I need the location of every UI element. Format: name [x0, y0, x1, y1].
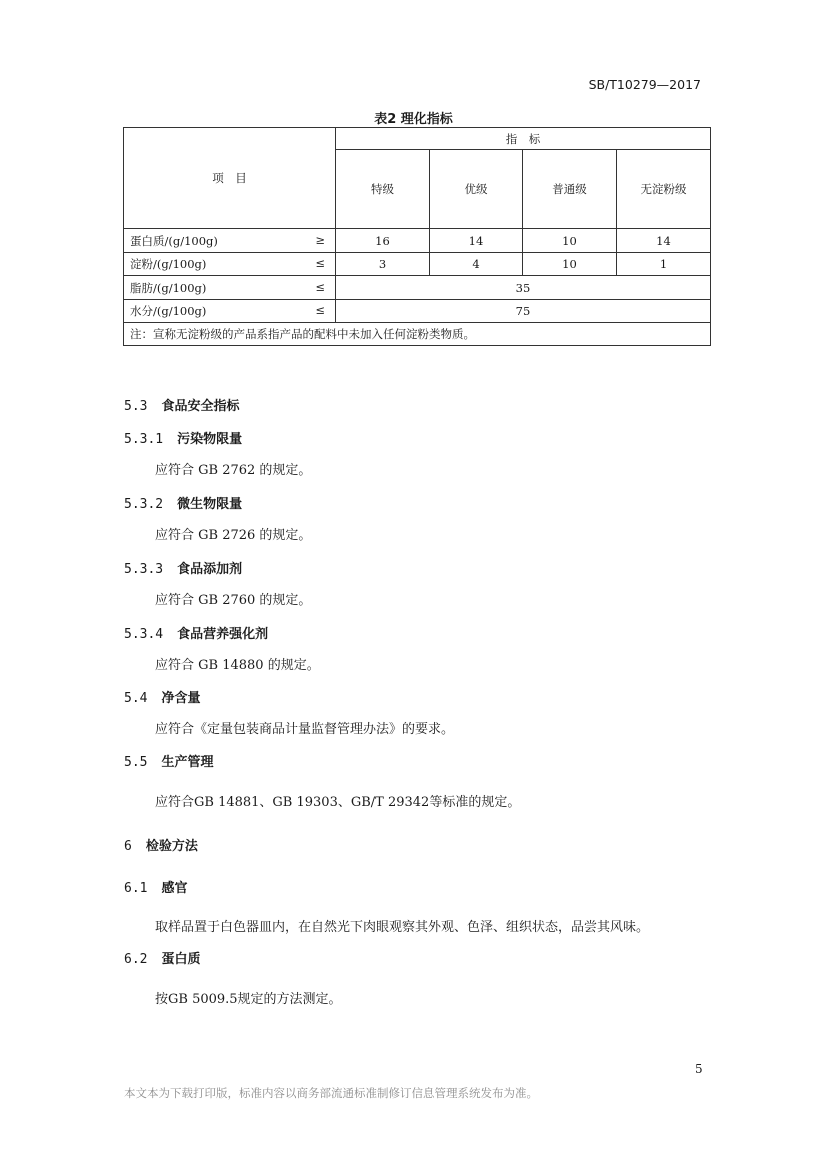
- section-title: 检验方法: [145, 839, 198, 854]
- table-cell: 4: [430, 253, 523, 276]
- section-body: 应符合 GB 2762 的规定。: [155, 463, 312, 478]
- physicochemical-table: [123, 127, 711, 346]
- page-number: 5: [695, 1062, 703, 1076]
- section-title: 食品添加剂: [177, 562, 243, 577]
- table-cell: 10: [523, 229, 617, 253]
- section-heading: [124, 687, 201, 706]
- row-label-text: 脂肪/(g/100g): [130, 280, 207, 295]
- section-number: 5.3.2: [124, 497, 164, 512]
- row-label-text: 蛋白质/(g/100g): [130, 233, 218, 248]
- table-row: [124, 276, 711, 300]
- section-number: 5.4: [124, 691, 148, 706]
- row-label-text: 淀粉/(g/100g): [130, 257, 207, 271]
- table-cell: 3: [336, 253, 430, 276]
- table-title: 表2 理化指标: [374, 112, 453, 127]
- grade-header: 普通级: [523, 150, 617, 229]
- section-number: 5.3.1: [124, 432, 164, 447]
- section-title: 生产管理: [161, 755, 214, 770]
- section-title: 食品营养强化剂: [177, 627, 269, 642]
- section-heading: [124, 558, 242, 577]
- section-body: 应符合GB 14881、GB 19303、GB/T 29342等标准的规定。: [155, 795, 521, 810]
- section-title: 感官: [161, 881, 188, 896]
- table-cell: 10: [523, 253, 617, 276]
- comparison-symbol: ≤: [315, 303, 325, 317]
- section-heading: [124, 623, 268, 642]
- section-number: 5.5: [124, 755, 148, 770]
- row-label: [124, 229, 336, 253]
- section-title: 净含量: [161, 691, 201, 706]
- header-item: 项 目: [124, 128, 336, 229]
- row-label-text: 水分/(g/100g): [130, 304, 207, 318]
- table-cell: 14: [430, 229, 523, 253]
- section-number: 6: [124, 839, 132, 854]
- table-row: [124, 253, 711, 276]
- table-cell: 1: [617, 253, 711, 276]
- footer-note: 本文本为下载打印版，标准内容以商务部流通标准制修订信息管理系统发布为准。: [124, 1086, 538, 1100]
- section-heading: [124, 948, 201, 967]
- row-label: [124, 300, 336, 323]
- section-heading: [124, 877, 188, 896]
- section-heading: [124, 835, 198, 854]
- section-heading: [124, 493, 242, 512]
- table-note: 注：宣称无淀粉级的产品系指产品的配料中未加入任何淀粉类物质。: [124, 323, 711, 346]
- section-number: 6.2: [124, 952, 148, 967]
- section-number: 5.3: [124, 399, 148, 414]
- row-label: [124, 253, 336, 276]
- section-title: 微生物限量: [177, 497, 243, 512]
- section-number: 5.3.3: [124, 562, 164, 577]
- section-heading: [124, 395, 240, 414]
- table-cell: 14: [617, 229, 711, 253]
- table-row: [124, 229, 711, 253]
- header-indicator: 指 标: [336, 128, 711, 150]
- section-title: 蛋白质: [161, 952, 201, 967]
- section-title: 食品安全指标: [161, 399, 240, 414]
- grade-header: 优级: [430, 150, 523, 229]
- section-body: 取样品置于白色器皿内，在自然光下肉眼观察其外观、色泽、组织状态，品尝其风味。: [155, 920, 650, 935]
- grade-header: 无淀粉级: [617, 150, 711, 229]
- section-body: 应符合《定量包装商品计量监督管理办法》的要求。: [155, 722, 455, 737]
- section-heading: [124, 428, 242, 447]
- grade-header: 特级: [336, 150, 430, 229]
- merged-cell: 75: [336, 300, 711, 323]
- section-number: 6.1: [124, 881, 148, 896]
- section-body: 应符合 GB 2760 的规定。: [155, 593, 312, 608]
- comparison-symbol: ≤: [315, 279, 325, 294]
- table-row: [124, 300, 711, 323]
- section-body: 按GB 5009.5规定的方法测定。: [155, 992, 342, 1007]
- section-number: 5.3.4: [124, 627, 164, 642]
- row-label: [124, 276, 336, 300]
- merged-cell: 35: [336, 276, 711, 300]
- section-title: 污染物限量: [177, 432, 243, 447]
- comparison-symbol: ≥: [315, 232, 325, 247]
- section-body: 应符合 GB 14880 的规定。: [155, 658, 320, 673]
- document-code: SB/T10279—2017: [588, 77, 701, 92]
- section-heading: [124, 751, 214, 770]
- table-cell: 16: [336, 229, 430, 253]
- comparison-symbol: ≤: [315, 256, 325, 270]
- section-body: 应符合 GB 2726 的规定。: [155, 528, 312, 543]
